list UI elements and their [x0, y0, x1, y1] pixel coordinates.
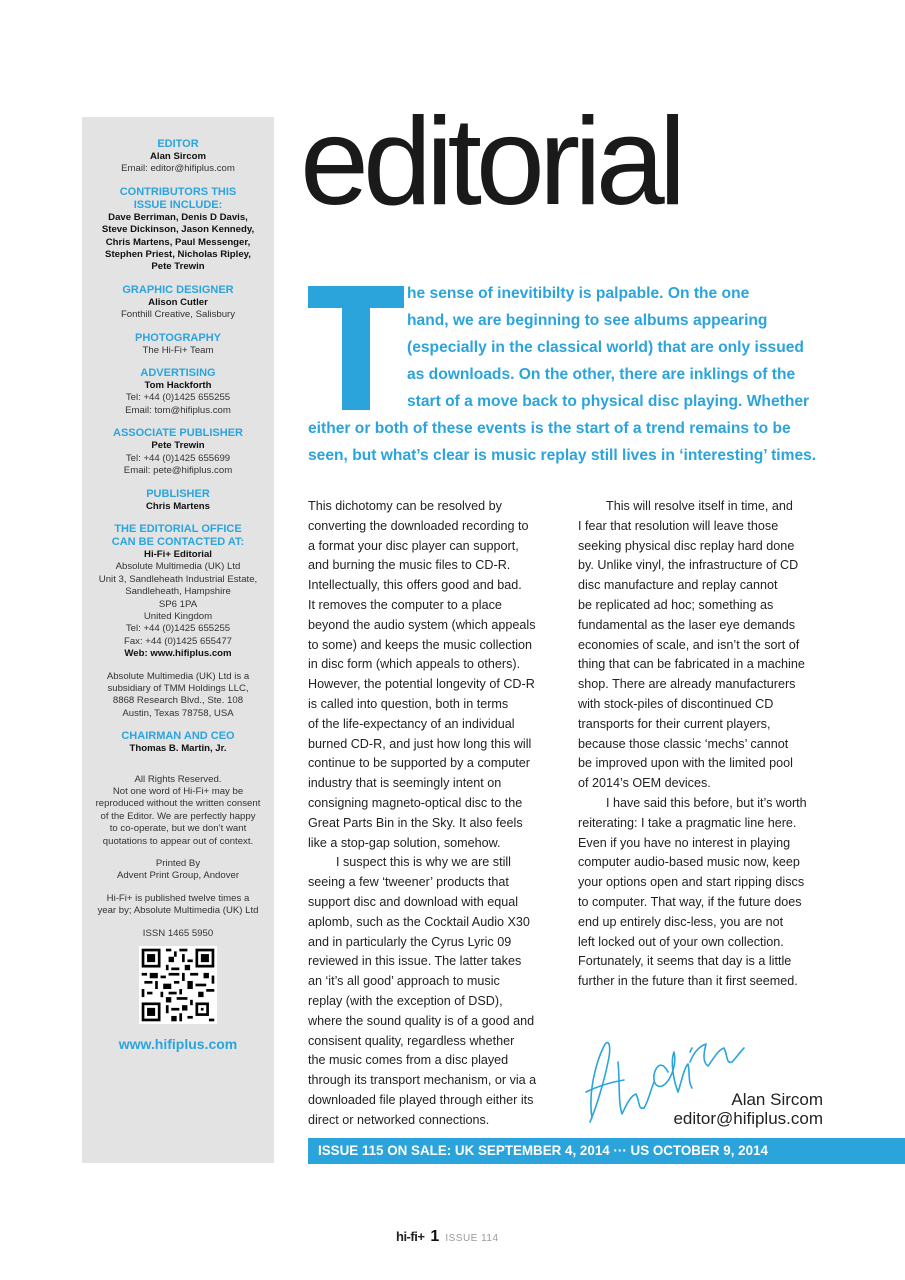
body-line: end up entirely disc-less, you are not	[578, 914, 784, 929]
body-line: consigning magneto-optical disc to the	[308, 795, 523, 810]
contributors-heading-line: CONTRIBUTORS THIS	[119, 185, 237, 198]
body-line: to computer. That way, if the future does	[578, 894, 802, 909]
body-line: further in the future than it first seemed.	[578, 974, 798, 989]
body-line: transports for their current players,	[578, 716, 771, 731]
rights-line: reproduced without the written consent	[95, 798, 261, 810]
publisher-heading: PUBLISHER	[146, 487, 210, 500]
contributors-line: Steve Dickinson, Jason Kennedy,	[101, 224, 255, 236]
published-line: year by; Absolute Multimedia (UK) Ltd	[97, 905, 259, 917]
body-line: with stock-piles of discontinued CD	[578, 696, 774, 711]
contributors-list	[82, 212, 274, 274]
body-line: However, the potential longevity of CD-R	[308, 677, 535, 692]
photography-text: The Hi-Fi+ Team	[142, 344, 214, 356]
chairman-heading: CHAIRMAN AND CEO	[121, 730, 235, 743]
body-line: seeking physical disc replay hard done	[578, 538, 795, 553]
rights-note	[82, 774, 274, 848]
body-line: be replicated ad hoc; something as	[578, 597, 774, 612]
subsidiary-note	[82, 671, 274, 721]
advertising-block	[82, 367, 274, 417]
advertising-heading: ADVERTISING	[140, 367, 216, 380]
intro-line: start of a move back to physical disc playing. Whether	[407, 393, 810, 410]
body-line: of the life-expectancy of an individual	[308, 716, 515, 731]
rights-line: Not one word of Hi-Fi+ may be	[112, 786, 244, 797]
advertising-email: Email: tom@hifiplus.com	[125, 404, 231, 416]
office-address-line: Unit 3, Sandleheath Industrial Estate,	[98, 573, 258, 585]
subsidiary-line: Austin, Texas 78758, USA	[122, 707, 234, 719]
body-line: This will resolve itself in time, and	[606, 499, 793, 513]
body-line: continue to be supported by a computer	[308, 756, 530, 771]
editor-email: Email: editor@hifiplus.com	[121, 163, 235, 175]
body-paragraph	[578, 794, 826, 992]
photography-block	[82, 332, 274, 357]
publisher-block	[82, 488, 274, 513]
office-address-line: Fax: +44 (0)1425 655477	[123, 635, 232, 647]
body-line: beyond the audio system (which appeals	[308, 617, 536, 632]
contributors-block	[82, 186, 274, 274]
editor-block	[82, 138, 274, 176]
rights-line: to co-operate, but we don’t want	[109, 823, 247, 835]
body-line: and in particularly the Cyrus Lyric 09	[308, 934, 512, 949]
designer-name: Alison Cutler	[148, 296, 208, 308]
contributors-line: Stephen Priest, Nicholas Ripley,	[105, 249, 251, 261]
body-line: disc manufacture and replay cannot	[578, 578, 778, 593]
office-heading-line: THE EDITORIAL OFFICE	[114, 522, 242, 535]
body-line: It removes the computer to a place	[308, 597, 502, 612]
body-line: I suspect this is why we are still	[336, 855, 511, 870]
body-line: burned CD-R, and just how long this will	[308, 736, 532, 751]
designer-company: Fonthill Creative, Salisbury	[120, 309, 236, 321]
body-line: Even if you have no interest in playing	[578, 835, 791, 850]
chairman-name: Thomas B. Martin, Jr.	[129, 743, 227, 755]
issn: ISSN 1465 5950	[142, 927, 214, 939]
body-line: reviewed in this issue. The latter takes	[308, 954, 522, 969]
body-paragraph	[308, 853, 556, 1130]
body-line: economies of scale, and isn’t the sort of	[578, 637, 800, 652]
body-line: is called into question, both in terms	[308, 696, 509, 711]
body-line: Fortunately, it seems that day is a little	[578, 954, 792, 969]
photography-heading: PHOTOGRAPHY	[135, 331, 221, 344]
body-line: Great Parts Bin in the Sky. It also feels	[308, 815, 523, 830]
body-line: downloaded file played through either its	[308, 1092, 534, 1107]
next-issue-banner: ISSUE 115 ON SALE: UK SEPTEMBER 4, 2014 ··· US OCTOBER 9, 2014	[308, 1138, 905, 1164]
body-line: an ‘it’s all good’ approach to music	[308, 974, 500, 989]
body-line: I fear that resolution will leave those	[578, 518, 779, 533]
editor-heading: EDITOR	[157, 138, 199, 150]
chairman-block	[82, 730, 274, 755]
page-number: 1	[430, 1228, 440, 1245]
qr-code-icon[interactable]	[139, 946, 217, 1024]
office-address-line: SP6 1PA	[158, 598, 198, 610]
website-link[interactable]: www.hifiplus.com	[118, 1036, 238, 1053]
body-line: This dichotomy can be resolved by	[308, 499, 502, 513]
body-line: in disc form (which appeals to others).	[308, 657, 521, 672]
body-line: seeing a few ‘tweener’ products that	[308, 875, 509, 890]
rights-line: of the Editor. We are perfectly happy	[100, 810, 256, 822]
body-line: left locked out of your own collection.	[578, 934, 784, 949]
intro-block	[308, 280, 828, 469]
body-line: like a stop-gap solution, somehow.	[308, 835, 501, 850]
associate-publisher-heading: ASSOCIATE PUBLISHER	[113, 427, 243, 440]
body-column-left	[308, 497, 556, 1131]
published-line: Hi-Fi+ is published twelve times a	[106, 892, 250, 904]
issue-number: ISSUE 114	[445, 1233, 499, 1244]
body-line: support disc and download with equal	[308, 894, 519, 909]
drop-cap-t	[308, 286, 404, 410]
masthead-sidebar	[82, 117, 274, 1163]
body-line: to some) and keeps the music collection	[308, 637, 533, 652]
associate-publisher-tel: Tel: +44 (0)1425 655699	[125, 452, 231, 464]
body-line: replay (with the exception of DSD),	[308, 993, 503, 1008]
body-line: where the sound quality is of a good and	[308, 1013, 535, 1028]
office-address-line: Sandleheath, Hampshire	[125, 586, 231, 598]
printed-line: Printed By	[155, 858, 201, 870]
office-block	[82, 523, 274, 661]
body-line: industry that is seemingly intent on	[308, 776, 502, 791]
intro-line: hand, we are beginning to see albums appearing	[407, 312, 768, 329]
office-address	[82, 561, 274, 648]
advertising-tel: Tel: +44 (0)1425 655255	[125, 392, 231, 404]
subsidiary-line: Absolute Multimedia (UK) Ltd is a	[106, 670, 250, 682]
body-line: computer audio-based music now, keep	[578, 855, 800, 870]
intro-line: seen, but what’s clear is music replay still lives in ‘interesting’ times.	[308, 447, 817, 464]
office-address-line: United Kingdom	[143, 610, 213, 622]
intro-line: (especially in the classical world) that are only issued	[407, 339, 804, 356]
subsidiary-line: subsidiary of TMM Holdings LLC,	[107, 682, 249, 694]
body-line: reiterating: I take a pragmatic line here.	[578, 815, 797, 830]
intro-line: he sense of inevitibilty is palpable. On the one	[407, 285, 750, 302]
body-line: aplomb, such as the Cocktail Audio X30	[308, 914, 530, 929]
associate-publisher-name: Pete Trewin	[151, 440, 205, 452]
body-line: I have said this before, but it’s worth	[606, 795, 807, 810]
page-title: editorial	[300, 93, 681, 231]
office-address-line: Absolute Multimedia (UK) Ltd	[115, 561, 241, 573]
body-line: Intellectually, this offers good and bad.	[308, 578, 522, 593]
rights-line: quotations to appear out of context.	[102, 835, 254, 847]
body-line: consisent quality, regardless whether	[308, 1033, 515, 1048]
body-line: a format your disc player can support,	[308, 538, 519, 553]
body-line: and burning the music files to CD-R.	[308, 558, 511, 573]
subsidiary-line: 8868 Research Blvd., Ste. 108	[112, 695, 244, 707]
signature-name: Alan Sircom	[731, 1090, 823, 1109]
printed-by-note	[82, 858, 274, 883]
contributors-line: Dave Berriman, Denis D Davis,	[108, 211, 248, 223]
body-line: of 2014’s OEM devices.	[578, 776, 711, 791]
body-line: be improved upon with the limited pool	[578, 756, 793, 771]
office-name: Hi-Fi+ Editorial	[144, 548, 212, 560]
body-line: the music comes from a disc played	[308, 1053, 509, 1068]
body-paragraph	[578, 497, 826, 794]
body-line: fundamental as the laser eye demands	[578, 617, 796, 632]
contributors-line: Pete Trewin	[151, 261, 205, 273]
page-footer	[396, 1228, 499, 1248]
body-line: by. Unlike vinyl, the infrastructure of CD	[578, 558, 799, 573]
rights-line: All Rights Reserved.	[134, 773, 222, 785]
intro-line: as downloads. On the other, there are inklings of the	[407, 366, 796, 383]
designer-heading: GRAPHIC DESIGNER	[122, 283, 234, 296]
body-line: thing that can be fabricated in a machine	[578, 657, 805, 672]
office-web: Web: www.hifiplus.com	[124, 648, 232, 660]
office-heading-line: CAN BE CONTACTED AT:	[111, 535, 245, 548]
body-line: converting the downloaded recording to	[308, 518, 529, 533]
footer-logo: hi-fi+	[396, 1229, 425, 1244]
body-line: shop. There are already manufacturers	[578, 677, 796, 692]
associate-publisher-email: Email: pete@hifiplus.com	[123, 465, 233, 477]
contributors-heading-line: ISSUE INCLUDE:	[133, 198, 223, 211]
body-line: direct or networked connections.	[308, 1112, 490, 1127]
designer-block	[82, 284, 274, 322]
signature-email[interactable]: editor@hifiplus.com	[673, 1109, 823, 1128]
contributors-line: Chris Martens, Paul Messenger,	[105, 236, 251, 248]
body-column-right	[578, 497, 826, 992]
publisher-name: Chris Martens	[146, 500, 210, 512]
body-line: your options open and start ripping discs	[578, 875, 805, 890]
body-line: through its transport mechanism, or via a	[308, 1073, 537, 1088]
intro-line: either or both of these events is the start of a trend remains to be	[308, 420, 791, 437]
editor-name: Alan Sircom	[150, 151, 206, 162]
printed-line: Advent Print Group, Andover	[116, 870, 240, 882]
associate-publisher-block	[82, 427, 274, 477]
published-note	[82, 893, 274, 918]
office-address-line: Tel: +44 (0)1425 655255	[125, 623, 231, 635]
body-line: because those classic ‘mechs’ cannot	[578, 736, 789, 751]
advertising-name: Tom Hackforth	[144, 380, 212, 392]
body-paragraph	[308, 497, 556, 853]
